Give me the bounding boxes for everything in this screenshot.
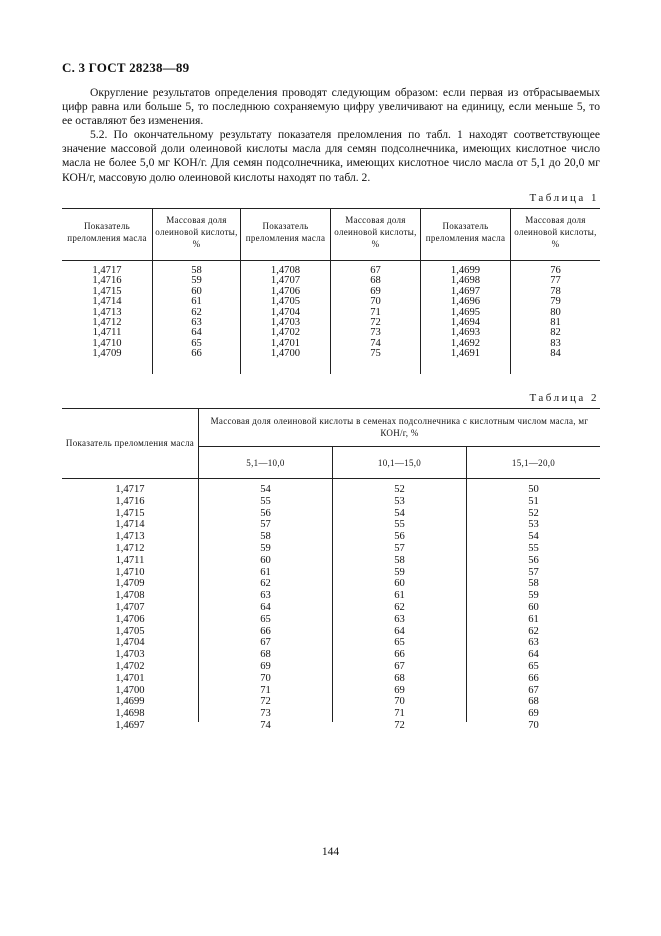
table-cell: 69	[260, 660, 271, 672]
table-cell: 52	[394, 484, 405, 495]
table-cell: 67	[370, 265, 381, 276]
table-cell: 1,4702	[270, 327, 301, 339]
table-cell: 71	[260, 684, 271, 696]
table-cell: 1,4692	[450, 337, 481, 349]
table-cell: 57	[394, 542, 405, 554]
table-cell: 59	[191, 275, 202, 287]
table-cell: 1,4699	[115, 696, 145, 708]
table-cell: 69	[528, 708, 539, 720]
table-cell: 50	[528, 484, 539, 495]
table-cell: 59	[394, 566, 405, 578]
t1-column-oleic-share-2	[331, 266, 420, 360]
table-cell: 1,4710	[92, 337, 122, 349]
table-cell: 54	[528, 531, 539, 543]
table-cell: 66	[394, 649, 405, 661]
table-1	[62, 208, 600, 374]
table-cell: 1,4713	[115, 531, 145, 543]
table-cell: 1,4694	[450, 316, 481, 328]
table-cell: 67	[260, 637, 271, 649]
t1-header-refractive-index-2: Показатель преломления масла	[245, 221, 326, 243]
table-cell: 59	[260, 542, 271, 554]
table-cell: 68	[370, 275, 381, 287]
t1-header-refractive-index-3: Показатель преломления масла	[425, 221, 506, 243]
table-cell: 80	[550, 306, 561, 318]
table-cell: 55	[394, 519, 405, 531]
table-cell: 81	[550, 316, 561, 328]
table-cell: 1,4716	[115, 495, 145, 507]
table-cell: 54	[260, 484, 271, 495]
t2-column-acid-15-20	[467, 484, 600, 732]
table-cell: 73	[370, 327, 381, 339]
table-cell: 60	[191, 285, 202, 297]
table-cell: 1,4715	[92, 285, 122, 297]
table-cell: 1,4698	[115, 708, 145, 720]
table-cell: 63	[260, 590, 271, 602]
t1-column-refractive-index-3	[421, 266, 510, 360]
table-cell: 1,4697	[115, 719, 145, 731]
table-cell: 1,4715	[115, 507, 145, 519]
t1-header-oleic-share-3: Массовая доля олеиновой кислоты, %	[514, 215, 597, 249]
table-cell: 1,4708	[270, 265, 301, 276]
table-cell: 54	[394, 507, 405, 519]
page-header: С. 3 ГОСТ 28238—89	[62, 60, 190, 75]
table-cell: 58	[528, 578, 539, 590]
table-cell: 60	[260, 554, 271, 566]
table-2	[62, 408, 600, 731]
t2-header-oleic-share-group: Массовая доля олеиновой кислоты в семенах подсолнечника с кислотным числом масла, мг КОН/г, %	[210, 416, 589, 438]
table-cell: 74	[370, 337, 381, 349]
table-cell: 70	[260, 672, 271, 684]
table-cell: 64	[394, 625, 405, 637]
table-cell: 62	[394, 601, 405, 613]
table-cell: 1,4716	[92, 275, 122, 287]
table-cell: 1,4703	[270, 316, 301, 328]
table-cell: 1,4697	[450, 285, 481, 297]
table-cell: 61	[191, 296, 202, 308]
table-cell: 1,4693	[450, 327, 481, 339]
table-cell: 59	[528, 590, 539, 602]
table-cell: 53	[394, 495, 405, 507]
table-cell: 71	[370, 306, 381, 318]
table-cell: 1,4698	[450, 275, 481, 287]
table-cell: 63	[191, 316, 202, 328]
t1-column-oleic-share-3	[511, 266, 600, 360]
t1-column-oleic-share-1	[153, 266, 240, 360]
table-cell: 63	[394, 613, 405, 625]
t2-column-refractive-index	[62, 484, 198, 732]
table-cell: 1,4711	[92, 327, 122, 339]
table-cell: 60	[528, 601, 539, 613]
table-cell: 83	[550, 337, 561, 349]
table-cell: 1,4708	[115, 590, 145, 602]
table-cell: 1,4717	[92, 265, 122, 276]
table-cell: 64	[528, 649, 539, 661]
table-cell: 1,4705	[270, 296, 301, 308]
page-number: 144	[321, 846, 340, 858]
table-cell: 69	[394, 684, 405, 696]
table-cell: 56	[260, 507, 271, 519]
table-cell: 56	[528, 554, 539, 566]
t1-header-refractive-index-1: Показатель преломления масла	[67, 221, 147, 243]
table-cell: 1,4705	[115, 625, 145, 637]
table-cell: 79	[550, 296, 561, 308]
table-cell: 63	[528, 637, 539, 649]
table-cell: 1,4701	[115, 672, 145, 684]
table-cell: 77	[550, 275, 561, 287]
table-cell: 52	[528, 507, 539, 519]
table-cell: 1,4702	[115, 660, 145, 672]
t2-column-acid-10-15	[333, 484, 466, 732]
table1-caption: Таблица 1	[529, 192, 599, 204]
table-cell: 1,4714	[92, 296, 122, 308]
table-cell: 1,4707	[270, 275, 301, 287]
table-cell: 56	[394, 531, 405, 543]
table-cell: 68	[260, 649, 271, 661]
t1-header-oleic-share-1: Массовая доля олеиновой кислоты, %	[155, 215, 238, 249]
table-cell: 84	[550, 348, 561, 360]
table-cell: 68	[528, 696, 539, 708]
t2-header-refractive-index: Показатель преломления масла	[65, 438, 195, 448]
table-cell: 55	[528, 542, 539, 554]
table-cell: 62	[260, 578, 271, 590]
table-cell: 66	[260, 625, 271, 637]
table-cell: 69	[370, 285, 381, 297]
table-cell: 1,4691	[450, 348, 481, 360]
table-cell: 61	[528, 613, 539, 625]
table-cell: 72	[394, 719, 405, 731]
table-cell: 60	[394, 578, 405, 590]
table-cell: 1,4711	[115, 554, 145, 566]
table-cell: 65	[394, 637, 405, 649]
table-cell: 1,4709	[92, 348, 122, 360]
table-cell: 57	[528, 566, 539, 578]
t1-column-refractive-index-2	[241, 266, 330, 360]
table-cell: 78	[550, 285, 561, 297]
t2-column-acid-5-10	[199, 484, 332, 732]
table2-caption: Таблица 2	[529, 392, 599, 404]
table-cell: 71	[394, 708, 405, 720]
table-cell: 58	[260, 531, 271, 543]
paragraph-rounding: Округление результатов определения проводят следующим образом: если первая из отбрасываемых цифр равна или больше 5, то последнюю сохраняемую цифру увеличивают на единицу, если меньше 5, то ее оставляют без изменения.	[62, 86, 600, 128]
table-cell: 65	[260, 613, 271, 625]
table-cell: 70	[394, 696, 405, 708]
table-cell: 1,4704	[270, 306, 301, 318]
table-cell: 1,4700	[115, 684, 145, 696]
table-cell: 72	[260, 696, 271, 708]
table-cell: 64	[191, 327, 202, 339]
table-cell: 1,4699	[450, 265, 481, 276]
table-cell: 55	[260, 495, 271, 507]
table-cell: 73	[260, 708, 271, 720]
table-cell: 1,4706	[115, 613, 145, 625]
table-cell: 68	[394, 672, 405, 684]
t1-header-oleic-share-2: Массовая доля олеиновой кислоты, %	[334, 215, 417, 249]
table-cell: 1,4696	[450, 296, 481, 308]
table-cell: 1,4706	[270, 285, 301, 297]
paragraph-5-2: 5.2. По окончательному результату показателя преломления по табл. 1 находят соответствующее значение массовой доли олеиновой кислоты масла для семян подсолнечника, имеющих кислотное число масла не более 5,0 мг КОН/г. Для семян подсолнечника, имеющих кислотное число масла от 5,1 до 20,0 мг КОН/г, массовую долю олеиновой кислоты находят по табл. 2.	[62, 128, 600, 184]
table-cell: 1,4700	[270, 348, 301, 360]
t2-subheader-15-20: 15,1—20,0	[511, 457, 556, 468]
table-cell: 66	[528, 672, 539, 684]
table-cell: 1,4713	[92, 306, 122, 318]
table-cell: 82	[550, 327, 561, 339]
table-cell: 76	[550, 265, 561, 276]
table-cell: 65	[191, 337, 202, 349]
t2-subheader-10-15: 10,1—15,0	[377, 457, 422, 468]
table-cell: 1,4712	[92, 316, 122, 328]
table-cell: 67	[394, 660, 405, 672]
table-cell: 72	[370, 316, 381, 328]
table-cell: 1,4707	[115, 601, 145, 613]
table-cell: 53	[528, 519, 539, 531]
table-cell: 62	[528, 625, 539, 637]
table-cell: 51	[528, 495, 539, 507]
table-cell: 67	[528, 684, 539, 696]
table-cell: 66	[191, 348, 202, 360]
table-cell: 70	[528, 719, 539, 731]
table-cell: 75	[370, 348, 381, 360]
table-cell: 1,4704	[115, 637, 145, 649]
table-cell: 1,4701	[270, 337, 301, 349]
table-cell: 1,4717	[115, 484, 145, 495]
table-cell: 1,4712	[115, 542, 145, 554]
table-cell: 61	[394, 590, 405, 602]
table-cell: 57	[260, 519, 271, 531]
t2-subheader-5-10: 5,1—10,0	[246, 457, 285, 468]
table-cell: 58	[394, 554, 405, 566]
table-cell: 1,4709	[115, 578, 145, 590]
table-cell: 1,4703	[115, 649, 145, 661]
table-cell: 1,4714	[115, 519, 145, 531]
table-cell: 74	[260, 719, 271, 731]
table-cell: 62	[191, 306, 202, 318]
table-cell: 58	[191, 265, 202, 276]
table-cell: 70	[370, 296, 381, 308]
table-cell: 61	[260, 566, 271, 578]
table-cell: 64	[260, 601, 271, 613]
t1-column-refractive-index-1	[62, 266, 152, 360]
table-cell: 1,4695	[450, 306, 481, 318]
table-cell: 65	[528, 660, 539, 672]
table-cell: 1,4710	[115, 566, 145, 578]
